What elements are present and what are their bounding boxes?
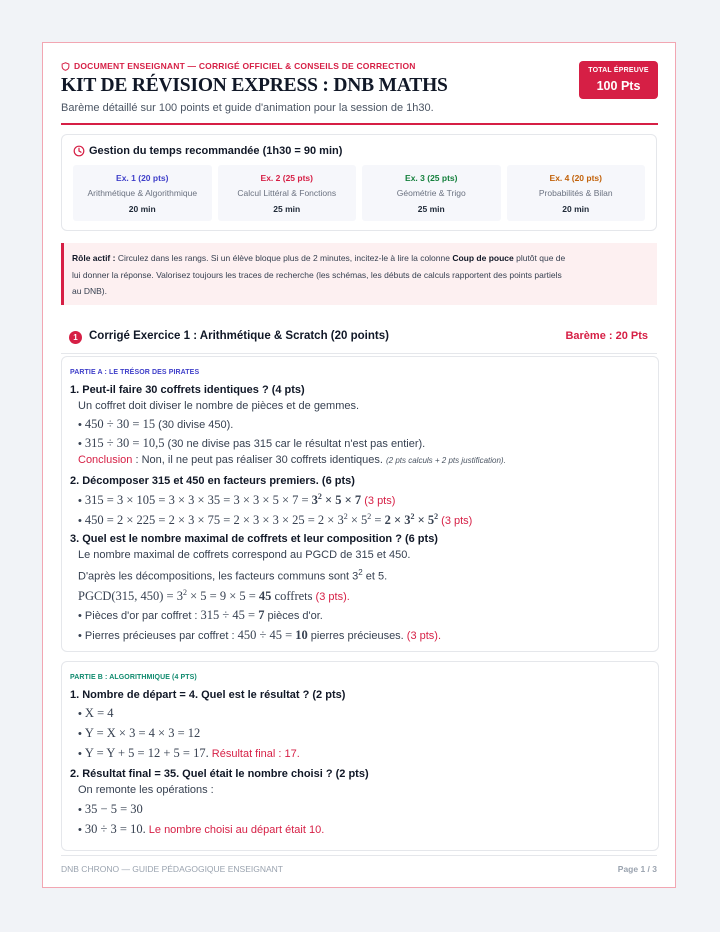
time-title-text: Gestion du temps recommandée (1h30 = 90 min)	[89, 145, 343, 157]
time-cell-exercise: Ex. 2 (25 pts)	[260, 173, 313, 183]
role-text: Circulez dans les rangs. Si un élève bloque plus de 2 minutes, incitez-le à lire la colonne	[115, 253, 453, 263]
answer-text: pierres précieuses.	[307, 630, 407, 642]
time-cell-topic: Géométrie & Trigo	[396, 188, 466, 198]
document-kicker	[61, 61, 416, 71]
clock-icon	[73, 145, 85, 157]
conclusion-label: Conclusion	[78, 454, 133, 466]
total-score-label: TOTAL ÉPREUVE	[588, 67, 649, 74]
answer-bullet: • X = 4	[78, 706, 114, 720]
role-label: Rôle actif :	[72, 253, 116, 263]
document-page	[42, 42, 676, 888]
math-expression: Y = X × 3 = 4 × 3 = 12	[84, 726, 201, 740]
answer-bullet: • Y = X × 3 = 4 × 3 = 12	[78, 726, 201, 740]
time-cell-duration: 20 min	[562, 204, 590, 214]
exercise-number-badge: 1	[69, 331, 82, 344]
time-cell-duration: 25 min	[417, 204, 445, 214]
total-score-badge	[579, 61, 658, 99]
math-expression: $450 = 2 \times 225 = 2 \times 3 \times 75 = 2 \times 3 \times 3 \times 25 = 2 \times 3^2 \times 5^2$ =	[84, 512, 385, 528]
answer-text: Le nombre maximal de coffrets correspond au PGCD de 315 et 450.	[78, 549, 411, 561]
math-result: $2 \times 3^2 \times 5^2$	[384, 512, 439, 528]
answer-text: pièces d'or.	[264, 610, 323, 622]
role-text: plutôt que de	[513, 253, 566, 263]
pgcd-line	[78, 588, 350, 604]
question-heading: 1. Nombre de départ = 4. Quel est le résultat ? (2 pts)	[70, 689, 346, 701]
time-cell-exercise: Ex. 4 (20 pts)	[549, 173, 602, 183]
question-heading: 1. Peut-il faire 30 coffrets identiques ? (4 pts)	[70, 384, 305, 396]
points-tag: (3 pts).	[406, 630, 442, 642]
page-number: Page 1 / 3	[617, 864, 657, 874]
conclusion-line	[78, 454, 506, 466]
exercise-score: Barème : 20 Pts	[565, 330, 648, 342]
page-footer	[61, 855, 657, 880]
part-b-card	[61, 661, 659, 851]
answer-bullet: • Pierres précieuses par coffret : 450 ÷ 45 = 10 pierres précieuses. (3 pts).	[78, 628, 442, 642]
answer-text: : Non, il ne peut pas réaliser 30 coffrets identiques.	[132, 454, 386, 466]
page-title: KIT DE RÉVISION EXPRESS : DNB MATHS	[61, 75, 448, 96]
math-expression: 450 ÷ 30 = 15	[84, 417, 156, 431]
math-expression: 315 = 3 × 105 = 3 × 3 × 35 = 3 × 3 × 5 × 7 =	[84, 493, 312, 508]
kicker-text: DOCUMENT ENSEIGNANT — CORRIGÉ OFFICIEL & CONSEILS DE CORRECTION	[74, 61, 416, 71]
time-cell-exercise: Ex. 3 (25 pts)	[405, 173, 458, 183]
scoring-note: (2 pts calculs + 2 pts justification).	[385, 456, 506, 465]
answer-text: Pierres précieuses par coffret :	[84, 630, 238, 642]
time-cell-topic: Arithmétique & Algorithmique	[87, 188, 198, 198]
time-cell-duration: 25 min	[273, 204, 301, 214]
question-heading: 3. Quel est le nombre maximal de coffrets et leur composition ? (6 pts)	[70, 533, 438, 545]
time-cell-duration: 20 min	[128, 204, 156, 214]
time-management-card	[61, 134, 657, 231]
answer-text-part: et 5.	[362, 570, 388, 583]
answer-text: Un coffret doit diviser le nombre de pièces et de gemmes.	[78, 400, 360, 412]
answer-text: D'après les décompositions, les facteurs communs sont $3^2$ et 5.	[78, 568, 388, 583]
answer-bullet: • 30 ÷ 3 = 10. Le nombre choisi au départ était 10.	[78, 822, 325, 836]
role-bold: Coup de pouce	[452, 253, 514, 263]
time-cell-ex3	[362, 165, 501, 221]
points-tag: (3 pts)	[361, 495, 396, 508]
exercise-header	[61, 325, 657, 354]
role-line-1	[72, 250, 647, 267]
points-tag: (3 pts).	[312, 591, 350, 604]
part-a-card	[61, 356, 659, 652]
answer-bullet: • Y = Y + 5 = 12 + 5 = 17. Résultat final : 17.	[78, 746, 300, 760]
result-highlight: Résultat final : 17.	[208, 748, 300, 760]
document-header	[61, 61, 658, 125]
time-cell-topic: Calcul Littéral & Fonctions	[237, 188, 337, 198]
page-subtitle: Barème détaillé sur 100 points et guide d'animation pour la session de 1h30.	[61, 102, 434, 114]
result-highlight: Le nombre choisi au départ était 10.	[145, 824, 325, 836]
math-expression: 30 ÷ 3 = 10.	[84, 822, 146, 836]
question-heading: 2. Décomposer 315 et 450 en facteurs premiers. (6 pts)	[70, 475, 355, 487]
answer-bullet: • Pièces d'or par coffret : 315 ÷ 45 = 7 pièces d'or.	[78, 608, 323, 622]
time-cell-ex2	[218, 165, 357, 221]
answer-bullet: • $450 = 2 \times 225 = 2 \times 3 \times 75 = 2 \times 3 \times 3 \times 25 = 2 \times 3^2 \times 5^2 = 2 \times 3^2 \times 5^2$ (3 pts)	[78, 512, 473, 528]
math-expression-part: 450 = 2 × 225 = 2 × 3 × 75 = 2 × 3 × 3 × 25 = 2 × 3	[84, 513, 344, 528]
time-cell-ex4	[507, 165, 646, 221]
footer-left: DNB CHRONO — GUIDE PÉDAGOGIQUE ENSEIGNANT	[61, 864, 283, 874]
shield-icon	[61, 62, 70, 71]
answer-bullet: • 35 − 5 = 30	[78, 802, 143, 816]
answer-text: Pièces d'or par coffret :	[84, 610, 201, 622]
time-cell-ex1	[73, 165, 212, 221]
points-tag: (3 pts)	[438, 515, 473, 528]
answer-bullet: • 315 ÷ 30 = 10,5 (30 ne divise pas 315 car le résultat n'est pas entier).	[78, 436, 426, 450]
math-result: 10	[295, 628, 308, 642]
answer-bullet: • $315 = 3 \times 105 = 3 \times 3 \times 35 = 3 \times 3 \times 5 \times 7 = 3^2 \times 5 \times 7$ (3 pts)	[78, 492, 396, 508]
math-expression: Y = Y + 5 = 12 + 5 = 17.	[84, 746, 209, 760]
math-result: $3^2 \times 5 \times 7$	[311, 492, 362, 508]
math-expression: 315 ÷ 30 = 10,5	[84, 436, 165, 450]
math-result: 7	[258, 608, 265, 622]
time-management-title	[73, 145, 342, 157]
part-a-label: PARTIE A : LE TRÉSOR DES PIRATES	[70, 369, 200, 376]
exercise-title: Corrigé Exercice 1 : Arithmétique & Scratch (20 points)	[89, 330, 389, 342]
answer-text: (30 ne divise pas 315 car le résultat n'est pas entier).	[164, 438, 426, 450]
time-grid	[73, 165, 645, 221]
time-cell-topic: Probabilités & Bilan	[538, 188, 613, 198]
math-expression: 35 − 5 = 30	[84, 802, 143, 816]
math-expression: 315 ÷ 45 =	[200, 608, 259, 622]
answer-bullet: • 450 ÷ 30 = 15 (30 divise 450).	[78, 417, 234, 431]
answer-text: (30 divise 450).	[155, 419, 234, 431]
total-score-value: 100 Pts	[596, 79, 641, 93]
role-callout	[61, 243, 657, 305]
math-expression: PGCD(315, $450) = 3^2 \times 5 = 9 \times 5 = 45$ coffrets	[78, 588, 313, 604]
math-expression: 450 ÷ 45 =	[237, 628, 296, 642]
role-line-3: au DNB).	[72, 286, 107, 296]
time-cell-exercise: Ex. 1 (20 pts)	[116, 173, 169, 183]
answer-text-part: D'après les décompositions, les facteurs communs sont 3	[78, 570, 359, 583]
math-expression: X = 4	[84, 706, 114, 720]
question-heading: 2. Résultat final = 35. Quel était le nombre choisi ? (2 pts)	[70, 768, 369, 780]
role-line-2: lui donner la réponse. Valorisez toujours les traces de recherche (les schémas, les débuts de calculs rapportent des points partiels	[72, 269, 562, 280]
part-b-label: PARTIE B : ALGORITHMIQUE (4 PTS)	[70, 674, 197, 681]
answer-text: On remonte les opérations :	[78, 784, 214, 796]
